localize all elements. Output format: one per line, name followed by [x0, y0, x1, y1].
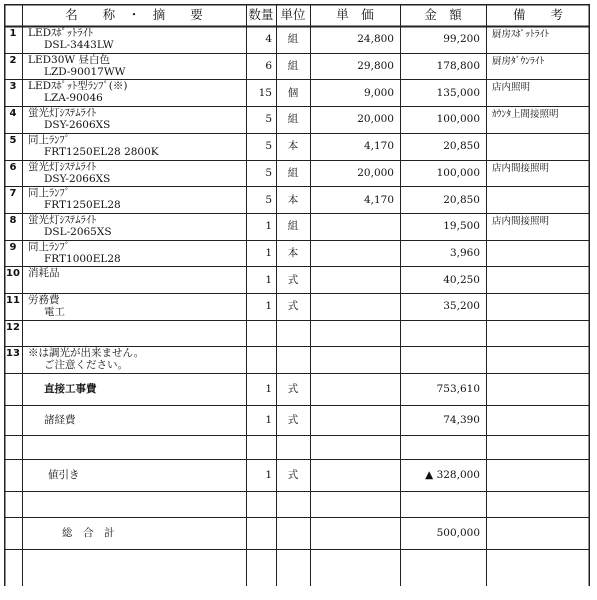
item-name: 同上ﾗﾝﾌﾟ [28, 187, 70, 200]
item-qty: 6 [265, 60, 272, 73]
row-number: 4 [9, 108, 17, 120]
item-remark: 厨房ｽﾎﾟｯﾄﾗｲﾄ [492, 29, 550, 40]
item-qty: 1 [265, 246, 272, 259]
row-number: 8 [9, 214, 17, 226]
item-price: 4,170 [363, 140, 394, 153]
item-qty: 1 [265, 220, 272, 233]
item-unit: 本 [287, 140, 299, 153]
row-number: 9 [9, 241, 17, 253]
header-name: 名 称 ・ 摘 要 [65, 7, 203, 22]
item-qty: 5 [265, 166, 272, 179]
item-amount: 20,850 [443, 193, 480, 206]
item-remark: 店内間接照明 [492, 215, 550, 227]
item-amount: 178,800 [436, 60, 480, 73]
summary-label: 総 合 計 [62, 527, 115, 540]
summary-unit: 式 [287, 383, 299, 396]
item-name: 蛍光灯ｼｽﾃﾑﾗｲﾄ [28, 160, 97, 173]
item-spec: ご注意ください。 [44, 359, 128, 372]
item-amount: 20,850 [443, 140, 480, 153]
item-name: LEDｽﾎﾟｯﾄ型ﾗﾝﾌﾟ(※) [28, 80, 128, 93]
summary-amount: ▲ 328,000 [425, 469, 480, 482]
item-qty: 5 [265, 193, 272, 206]
row-number: 5 [9, 134, 17, 146]
row-number: 12 [6, 321, 20, 333]
row-number: 3 [9, 81, 17, 93]
item-remark: 厨房ﾀﾞｳﾝﾗｲﾄ [492, 55, 545, 67]
item-spec: 電工 [44, 306, 65, 318]
item-unit: 式 [287, 273, 299, 286]
item-spec: DSY-2606XS [44, 119, 111, 132]
summary-unit: 式 [287, 469, 299, 482]
item-unit: 本 [287, 246, 299, 259]
summary-label: 諸経費 [44, 414, 76, 427]
item-unit: 本 [287, 193, 299, 206]
item-unit: 組 [287, 60, 299, 73]
row-number: 11 [6, 295, 20, 306]
header-unit: 単位 [280, 7, 306, 22]
item-unit: 組 [287, 220, 299, 233]
item-price: 24,800 [357, 33, 394, 46]
item-name: 蛍光灯ｼｽﾃﾑﾗｲﾄ [28, 107, 97, 120]
item-qty: 5 [265, 113, 272, 126]
item-name: LED30W 昼白色 [28, 53, 111, 66]
item-name: 同上ﾗﾝﾌﾟ [28, 133, 70, 146]
summary-label: 直接工事費 [44, 383, 97, 396]
summary-qty: 1 [265, 469, 272, 482]
item-remark: 店内間接照明 [492, 162, 550, 174]
item-unit: 個 [287, 86, 299, 99]
summary-qty: 1 [265, 383, 272, 396]
item-amount: 99,200 [443, 33, 480, 46]
item-unit: 組 [287, 33, 299, 46]
item-amount: 135,000 [436, 86, 480, 99]
header-remarks: 備 考 [512, 7, 563, 22]
summary-amount: 500,000 [436, 527, 480, 540]
item-price: 29,800 [357, 60, 394, 73]
item-name: 蛍光灯ｼｽﾃﾑﾗｲﾄ [28, 213, 97, 226]
item-price: 9,000 [363, 86, 394, 99]
item-name: 労務費 [28, 294, 60, 306]
item-amount: 35,200 [443, 300, 480, 313]
summary-amount: 74,390 [443, 414, 480, 427]
item-qty: 4 [265, 33, 272, 46]
item-name: LEDｽﾎﾟｯﾄﾗｲﾄ [28, 27, 94, 39]
item-unit: 組 [287, 113, 299, 126]
estimate-sheet [4, 4, 590, 586]
item-spec: FRT1250EL28 2800K [44, 145, 159, 158]
item-price: 20,000 [357, 113, 394, 126]
item-amount: 19,500 [443, 220, 480, 233]
item-spec: LZD-90017WW [44, 65, 126, 78]
item-qty: 15 [258, 86, 272, 99]
item-qty: 1 [265, 300, 272, 313]
item-amount: 100,000 [436, 166, 480, 179]
item-unit: 式 [287, 300, 299, 313]
item-name: ※は調光が出来ません。 [28, 347, 145, 360]
item-spec: DSL-3443LW [44, 39, 114, 51]
item-spec: FRT1250EL28 [44, 199, 121, 212]
summary-unit: 式 [287, 414, 299, 427]
row-number: 7 [9, 188, 17, 200]
item-spec: FRT1000EL28 [44, 252, 121, 265]
row-number: 13 [6, 348, 20, 360]
item-qty: 1 [265, 273, 272, 286]
item-name: 消耗品 [28, 267, 60, 280]
item-price: 20,000 [357, 166, 394, 179]
summary-amount: 753,610 [436, 383, 480, 396]
row-number: 10 [6, 268, 20, 280]
item-price: 4,170 [363, 193, 394, 206]
summary-qty: 1 [265, 414, 272, 427]
row-number: 1 [9, 28, 17, 39]
item-unit: 組 [287, 166, 299, 179]
item-amount: 3,960 [449, 246, 480, 259]
header-price: 単 価 [336, 7, 374, 22]
item-spec: DSY-2066XS [44, 172, 111, 185]
item-name: 同上ﾗﾝﾌﾟ [28, 240, 70, 253]
item-amount: 40,250 [443, 273, 480, 286]
item-amount: 100,000 [436, 113, 480, 126]
row-number: 6 [9, 161, 17, 173]
item-qty: 5 [265, 140, 272, 153]
item-remark: ｶｳﾝﾀ上間接照明 [492, 109, 559, 121]
summary-label: 値引き [48, 469, 80, 482]
header-qty: 数量 [248, 7, 274, 22]
row-number: 2 [9, 54, 17, 66]
item-remark: 店内照明 [492, 82, 531, 94]
item-spec: LZA-90046 [44, 92, 103, 105]
header-amount: 金 額 [424, 7, 462, 22]
item-spec: DSL-2065XS [44, 225, 112, 238]
